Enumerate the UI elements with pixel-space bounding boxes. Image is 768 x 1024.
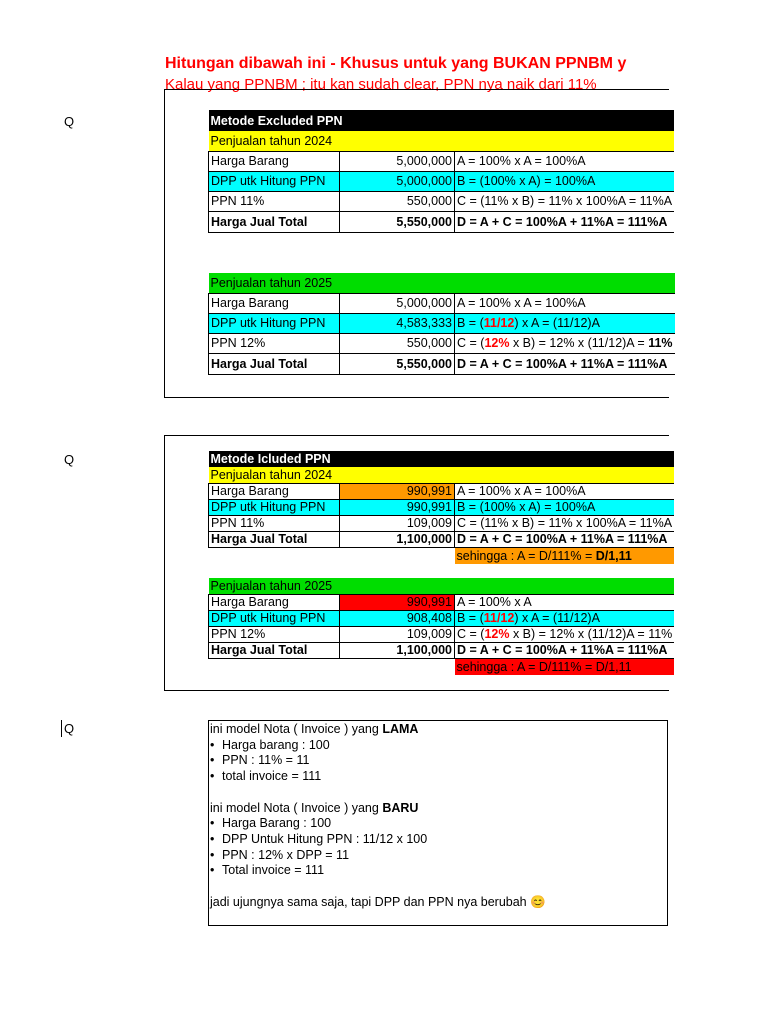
row-value: 109,009 bbox=[340, 626, 455, 642]
conclusion-text: jadi ujungnya sama saja, tapi DPP dan PPN nya berubah 😊 bbox=[210, 894, 546, 909]
formula-part: B = ( bbox=[457, 316, 484, 330]
row-value: 1,100,000 bbox=[340, 642, 455, 658]
section-2024: Penjualan tahun 2024 bbox=[209, 467, 675, 483]
row-formula: B = (100% x A) = 100%A bbox=[455, 499, 675, 515]
row-value: 1,100,000 bbox=[340, 531, 455, 547]
row-label: PPN 11% bbox=[209, 515, 340, 531]
formula-part: ) x A = (11/12)A bbox=[514, 316, 600, 330]
q-marker-1: Q bbox=[64, 114, 75, 129]
table-row bbox=[209, 333, 675, 353]
q-marker-2: Q bbox=[64, 452, 75, 467]
row-label: PPN 11% bbox=[209, 191, 340, 211]
header-line-1: Hitungan dibawah ini - Khusus untuk yang BUKAN PPNBM y bbox=[165, 55, 627, 72]
row-formula bbox=[455, 610, 675, 626]
table-row bbox=[209, 313, 675, 333]
heading-bold: LAMA bbox=[382, 722, 419, 736]
row-formula: A = 100% x A bbox=[455, 594, 675, 610]
table-row bbox=[209, 171, 675, 191]
row-label: DPP utk Hitung PPN bbox=[209, 313, 340, 333]
row-label: DPP utk Hitung PPN bbox=[209, 171, 340, 191]
text-cursor bbox=[61, 720, 62, 737]
row-formula: A = 100% x A = 100%A bbox=[455, 483, 675, 499]
row-value: 109,009 bbox=[340, 515, 455, 531]
new-invoice-heading bbox=[210, 801, 666, 817]
row-label: Harga Barang bbox=[209, 151, 340, 171]
row-value: 5,550,000 bbox=[340, 353, 455, 374]
table-row bbox=[209, 642, 675, 658]
row-value: 5,000,000 bbox=[340, 171, 455, 191]
excluded-title: Metode Excluded PPN bbox=[209, 110, 675, 131]
row-label: PPN 12% bbox=[209, 626, 340, 642]
old-invoice-heading bbox=[210, 722, 666, 738]
excluded-table-2025 bbox=[208, 273, 675, 375]
row-formula: B = (100% x A) = 100%A bbox=[455, 171, 675, 191]
table-row bbox=[209, 151, 675, 171]
list-item: • Harga Barang : 100 bbox=[210, 816, 666, 832]
formula-bold: 11% bbox=[648, 336, 673, 350]
row-label: Harga Jual Total bbox=[209, 642, 340, 658]
row-label: Harga Jual Total bbox=[209, 353, 340, 374]
formula-highlight: 11/12 bbox=[483, 316, 515, 330]
list-item: • DPP Untuk Hitung PPN : 11/12 x 100 bbox=[210, 832, 666, 848]
table-row bbox=[209, 191, 675, 211]
heading-text: ini model Nota ( Invoice ) yang bbox=[210, 722, 383, 736]
row-value: 990,991 bbox=[340, 483, 455, 499]
row-value: 990,991 bbox=[340, 499, 455, 515]
note-text: sehingga : A = D/111% = bbox=[456, 548, 596, 563]
formula-part: C = ( bbox=[457, 336, 485, 350]
list-item: • Harga barang : 100 bbox=[210, 738, 666, 754]
row-formula: A = 100% x A = 100%A bbox=[455, 151, 675, 171]
note-2024 bbox=[455, 547, 675, 564]
row-formula bbox=[455, 333, 675, 353]
formula-part: x B) = 12% x (11/12)A = 11% bbox=[509, 627, 673, 641]
row-label: Harga Barang bbox=[209, 594, 340, 610]
excluded-table-2024 bbox=[208, 110, 674, 233]
row-value: 908,408 bbox=[340, 610, 455, 626]
row-label: PPN 12% bbox=[209, 333, 340, 353]
row-formula bbox=[455, 313, 675, 333]
table-row bbox=[209, 626, 675, 642]
row-formula: C = (11% x B) = 11% x 100%A = 11%A bbox=[455, 191, 675, 211]
row-label: DPP utk Hitung PPN bbox=[209, 610, 340, 626]
row-value: 4,583,333 bbox=[340, 313, 455, 333]
list-item: • PPN : 11% = 11 bbox=[210, 753, 666, 769]
formula-part: ) x A = (11/12)A bbox=[514, 611, 600, 625]
header-line-2: Kalau yang PPNBM ; itu kan sudah clear, PPN nya naik dari 11% bbox=[165, 76, 597, 93]
row-value: 990,991 bbox=[340, 594, 455, 610]
row-formula: C = (11% x B) = 11% x 100%A = 11%A bbox=[455, 515, 675, 531]
invoice-note-box[interactable] bbox=[208, 720, 668, 926]
table-row bbox=[209, 293, 675, 313]
table-row bbox=[209, 353, 675, 374]
formula-part: x B) = 12% x (11/12)A = bbox=[509, 336, 649, 350]
section-2025: Penjualan tahun 2025 bbox=[209, 578, 675, 594]
formula-highlight: 11/12 bbox=[483, 611, 515, 625]
table-row bbox=[209, 594, 675, 610]
header-note bbox=[165, 55, 668, 93]
table-row bbox=[209, 211, 675, 232]
row-value: 5,000,000 bbox=[340, 151, 455, 171]
row-formula: D = A + C = 100%A + 11%A = 111%A bbox=[455, 211, 675, 232]
row-label: DPP utk Hitung PPN bbox=[209, 499, 340, 515]
section-2025: Penjualan tahun 2025 bbox=[209, 273, 675, 293]
included-table-2025 bbox=[208, 578, 674, 675]
row-label: Harga Jual Total bbox=[209, 211, 340, 232]
list-item: • total invoice = 111 bbox=[210, 769, 666, 785]
list-item: • Total invoice = 111 bbox=[210, 863, 666, 879]
formula-highlight: 12% bbox=[484, 336, 510, 350]
formula-part: C = ( bbox=[457, 627, 485, 641]
row-value: 550,000 bbox=[340, 191, 455, 211]
heading-bold: BARU bbox=[382, 800, 419, 815]
row-formula: A = 100% x A = 100%A bbox=[455, 293, 675, 313]
row-label: Harga Barang bbox=[209, 483, 340, 499]
row-value: 5,550,000 bbox=[340, 211, 455, 232]
included-title: Metode Icluded PPN bbox=[209, 451, 675, 467]
row-label: Harga Barang bbox=[209, 293, 340, 313]
row-value: 5,000,000 bbox=[340, 293, 455, 313]
formula-part: B = ( bbox=[457, 611, 484, 625]
formula-highlight: 12% bbox=[484, 627, 510, 641]
table-row bbox=[209, 610, 675, 626]
row-formula: D = A + C = 100%A + 11%A = 111%A bbox=[455, 353, 675, 374]
row-value: 550,000 bbox=[340, 333, 455, 353]
included-table-2024 bbox=[208, 451, 674, 564]
q-marker-3: Q bbox=[64, 721, 75, 736]
row-formula: D = A + C = 100%A + 11%A = 111%A bbox=[455, 531, 675, 547]
list-item: • PPN : 12% x DPP = 11 bbox=[210, 848, 666, 864]
row-label: Harga Jual Total bbox=[209, 531, 340, 547]
heading-text: ini model Nota ( Invoice ) yang bbox=[210, 800, 383, 815]
table-row bbox=[209, 499, 675, 515]
note-bold: D/1,11 bbox=[595, 548, 632, 563]
table-row bbox=[209, 531, 675, 547]
note-2025: sehingga : A = D/111% = D/1,11 bbox=[455, 658, 675, 675]
row-formula bbox=[455, 626, 675, 642]
table-row bbox=[209, 515, 675, 531]
section-2024: Penjualan tahun 2024 bbox=[209, 131, 675, 151]
table-row bbox=[209, 483, 675, 499]
row-formula: D = A + C = 100%A + 11%A = 111%A bbox=[455, 642, 675, 658]
